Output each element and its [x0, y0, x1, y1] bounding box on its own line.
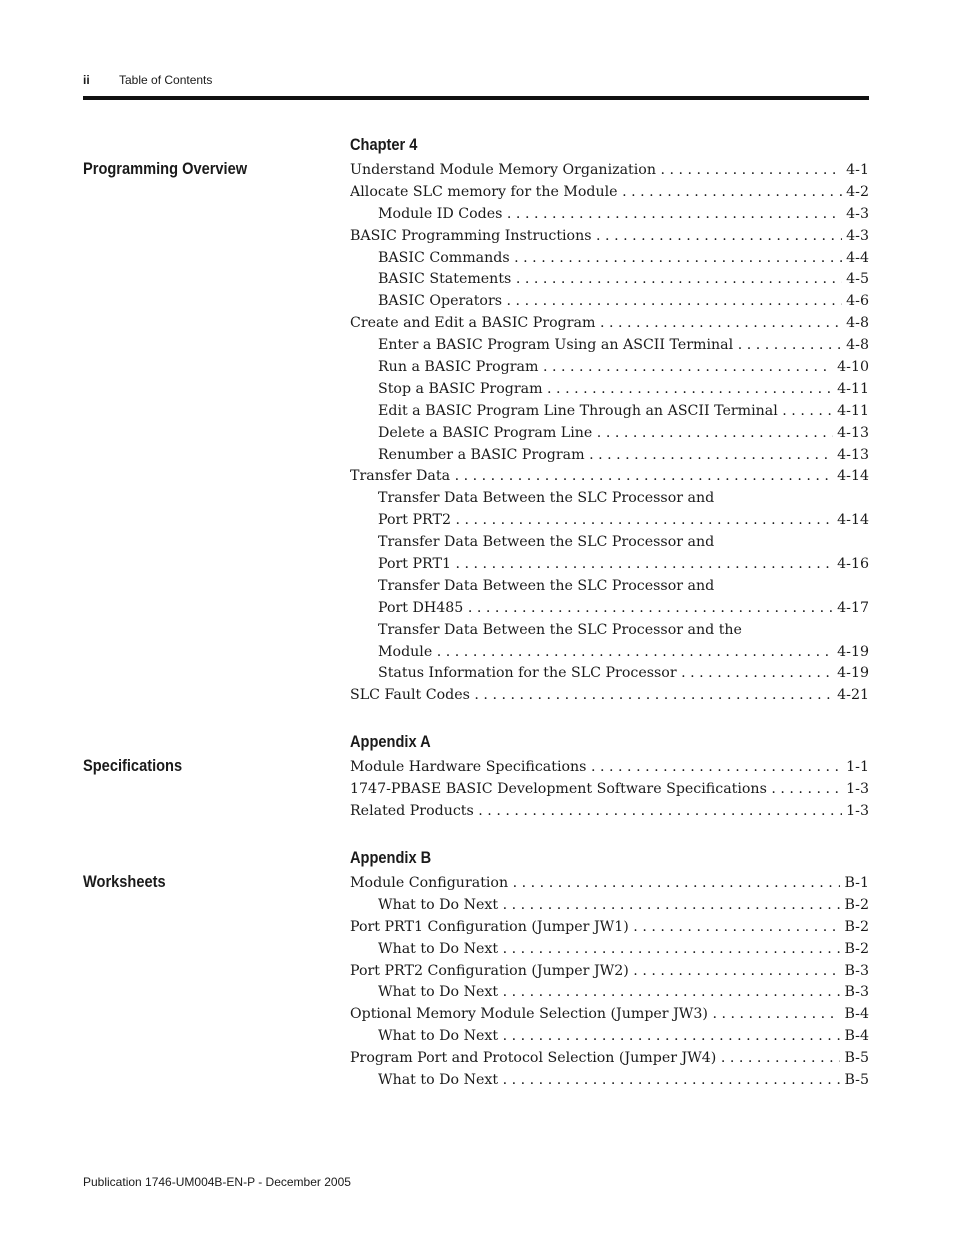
toc-entry-page: B-3	[840, 961, 869, 983]
toc-entry-page: B-2	[840, 917, 869, 939]
toc-entry-title: BASIC Commands . . .	[378, 250, 869, 266]
toc-entry[interactable]	[378, 1026, 869, 1048]
toc-entry[interactable]	[378, 895, 869, 917]
toc-entry[interactable]	[378, 620, 869, 642]
toc-entry[interactable]	[378, 532, 869, 554]
toc-entry-page: 4-4	[842, 248, 869, 270]
toc-entry-page: 4-5	[842, 269, 869, 291]
toc-entry-title: Port DH485 . . .	[378, 600, 869, 616]
running-header	[83, 73, 869, 89]
toc-entry[interactable]	[378, 335, 869, 357]
toc-entry-title: What to Do Next . . .	[378, 897, 869, 913]
section-title: Worksheets	[83, 872, 166, 891]
toc-entry-title: Understand Module Memory Organization . . .	[350, 162, 869, 178]
header-rule	[83, 96, 869, 100]
toc-entry[interactable]	[350, 801, 869, 823]
toc-entry-title: What to Do Next . . .	[378, 941, 869, 957]
chapter-label: Appendix A	[350, 732, 431, 751]
toc-entry-title: SLC Fault Codes . . .	[350, 687, 869, 703]
toc-entry[interactable]	[350, 779, 869, 801]
toc-entry[interactable]	[378, 291, 869, 313]
toc-entry-title: Delete a BASIC Program Line . . .	[378, 425, 869, 441]
chapter-label: Chapter 4	[350, 135, 418, 154]
toc-entry-page: B-3	[840, 982, 869, 1004]
toc-entry[interactable]	[350, 160, 869, 182]
toc-entry-title: Renumber a BASIC Program . . .	[378, 447, 869, 463]
toc-entry-page: 1-3	[842, 801, 869, 823]
toc-entry[interactable]	[378, 554, 869, 576]
toc-entry-page: B-5	[840, 1070, 869, 1092]
toc-entry-title: 1747-PBASE BASIC Development Software Specifications . . .	[350, 781, 869, 797]
toc-entry[interactable]	[378, 576, 869, 598]
toc-entry-page: 4-6	[842, 291, 869, 313]
toc-entry[interactable]	[350, 1004, 869, 1026]
toc-entry-page: 4-8	[842, 313, 869, 335]
toc-entry[interactable]	[350, 685, 869, 707]
toc-entry[interactable]	[378, 939, 869, 961]
toc-entry[interactable]	[378, 1070, 869, 1092]
toc-entry-page: 4-11	[833, 379, 869, 401]
toc-entry-title: BASIC Operators . . .	[378, 293, 869, 309]
toc-entry-page: 4-3	[842, 204, 869, 226]
toc-entry-page: 4-21	[833, 685, 869, 707]
toc-entry-title: Transfer Data Between the SLC Processor and	[378, 534, 715, 551]
toc-entry[interactable]	[350, 961, 869, 983]
toc-entry-page: B-4	[840, 1026, 869, 1048]
toc-entry-title: Module . . .	[378, 644, 869, 660]
toc-entry[interactable]	[378, 204, 869, 226]
toc-entry-title: Optional Memory Module Selection (Jumper JW3) . . .	[350, 1006, 869, 1022]
toc-entry-page: B-2	[840, 939, 869, 961]
toc-entry-title: What to Do Next . . .	[378, 984, 869, 1000]
toc-entry-title: Enter a BASIC Program Using an ASCII Terminal . . .	[378, 337, 869, 353]
toc-entry[interactable]	[378, 488, 869, 510]
toc-entry[interactable]	[378, 423, 869, 445]
toc-entry-title: BASIC Statements . . .	[378, 271, 869, 287]
toc-entry[interactable]	[350, 226, 869, 248]
toc-entry[interactable]	[350, 1048, 869, 1070]
toc-entry-list	[350, 873, 869, 1092]
toc-entry-title: Stop a BASIC Program . . .	[378, 381, 869, 397]
toc-entry-title: Transfer Data Between the SLC Processor and	[378, 577, 715, 594]
toc-entry[interactable]	[378, 379, 869, 401]
toc-entry-page: B-4	[840, 1004, 869, 1026]
toc-entry-page: 4-13	[833, 445, 869, 467]
toc-entry[interactable]	[350, 757, 869, 779]
toc-entry-page: 4-1	[842, 160, 869, 182]
toc-entry-title: Transfer Data . . .	[350, 468, 869, 484]
toc-entry-title: Module ID Codes . . .	[378, 206, 869, 222]
toc-entry-page: 4-8	[842, 335, 869, 357]
toc-entry-title: Port PRT1 . . .	[378, 556, 869, 572]
toc-entry-title: Transfer Data Between the SLC Processor and	[378, 490, 715, 507]
toc-entry[interactable]	[378, 357, 869, 379]
toc-entry-page: 4-2	[842, 182, 869, 204]
toc-entry[interactable]	[350, 182, 869, 204]
toc-entry-title: Related Products . . .	[350, 803, 869, 819]
toc-entry[interactable]	[378, 598, 869, 620]
toc-entry-page: 4-16	[833, 554, 869, 576]
toc-entry-list	[350, 757, 869, 823]
toc-entry-title: Run a BASIC Program . . .	[378, 359, 869, 375]
toc-entry[interactable]	[378, 663, 869, 685]
toc-entry-page: 4-19	[833, 642, 869, 664]
toc-entry-title: Edit a BASIC Program Line Through an ASCII Terminal . . .	[378, 403, 869, 419]
toc-entry[interactable]	[378, 982, 869, 1004]
toc-entry[interactable]	[378, 510, 869, 532]
toc-entry-page: 4-13	[833, 423, 869, 445]
toc-entry-title: What to Do Next . . .	[378, 1072, 869, 1088]
toc-entry-title: Module Hardware Specifications . . .	[350, 759, 869, 775]
toc-entry-title: Module Configuration . . .	[350, 875, 869, 891]
toc-entry[interactable]	[378, 401, 869, 423]
toc-entry-page: B-1	[840, 873, 869, 895]
toc-entry-page: B-5	[840, 1048, 869, 1070]
toc-entry[interactable]	[378, 642, 869, 664]
page-number: ii	[83, 73, 90, 87]
toc-entry-page: 4-17	[833, 598, 869, 620]
toc-entry-page: 4-3	[842, 226, 869, 248]
toc-entry[interactable]	[378, 445, 869, 467]
toc-entry[interactable]	[350, 917, 869, 939]
toc-entry-title: Transfer Data Between the SLC Processor and the	[378, 621, 742, 638]
toc-entry-page: 4-14	[833, 510, 869, 532]
toc-entry[interactable]	[350, 873, 869, 895]
toc-entry-page: 1-1	[842, 757, 869, 779]
toc-entry-page: B-2	[840, 895, 869, 917]
toc-entry[interactable]	[350, 313, 869, 335]
toc-entry-page: 4-14	[833, 466, 869, 488]
toc-entry-list	[350, 160, 869, 707]
toc-entry[interactable]	[350, 466, 869, 488]
publication-footer: Publication 1746-UM004B-EN-P - December 2005	[83, 1175, 351, 1189]
running-title: Table of Contents	[119, 73, 213, 87]
toc-entry[interactable]	[378, 248, 869, 270]
chapter-label: Appendix B	[350, 848, 432, 867]
toc-entry-title: Port PRT2 Configuration (Jumper JW2) . . .	[350, 963, 869, 979]
toc-entry-title: Program Port and Protocol Selection (Jumper JW4) . . .	[350, 1050, 869, 1066]
toc-entry-page: 4-10	[833, 357, 869, 379]
toc-entry-title: Allocate SLC memory for the Module . . .	[350, 184, 869, 200]
toc-entry-title: Status Information for the SLC Processor . . .	[378, 665, 869, 681]
toc-entry-page: 4-11	[833, 401, 869, 423]
toc-entry-page: 4-19	[833, 663, 869, 685]
toc-entry-title: Port PRT2 . . .	[378, 512, 869, 528]
toc-entry-title: Create and Edit a BASIC Program . . .	[350, 315, 869, 331]
toc-entry-title: BASIC Programming Instructions . . .	[350, 228, 869, 244]
section-title: Specifications	[83, 756, 183, 775]
section-title: Programming Overview	[83, 159, 248, 178]
toc-entry-page: 1-3	[842, 779, 869, 801]
toc-entry-title: What to Do Next . . .	[378, 1028, 869, 1044]
toc-entry-title: Port PRT1 Configuration (Jumper JW1) . . .	[350, 919, 869, 935]
toc-entry[interactable]	[378, 269, 869, 291]
